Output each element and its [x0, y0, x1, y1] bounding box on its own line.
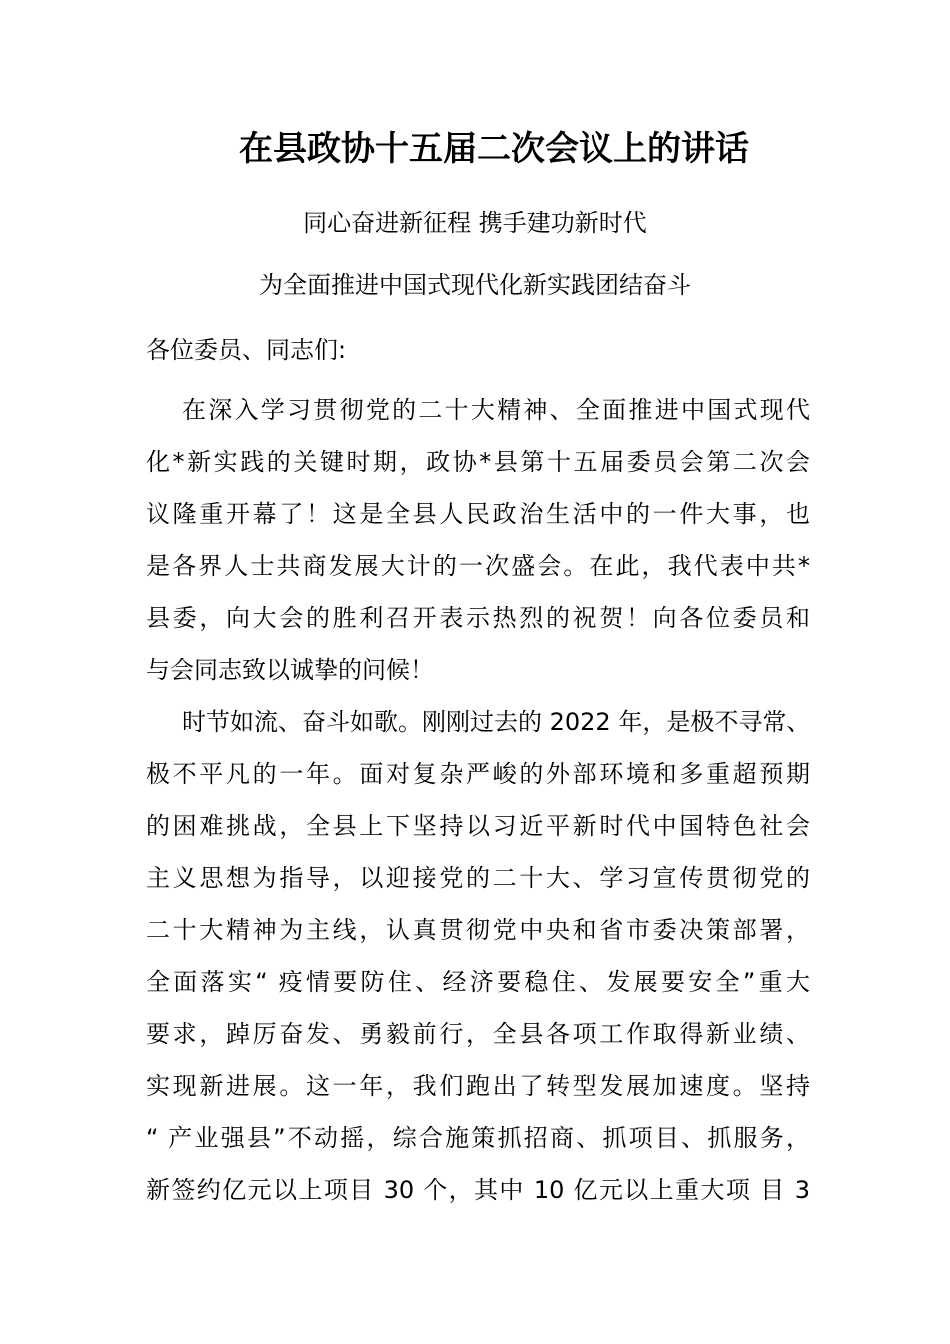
- paragraph-line: 极不平凡的一年。面对复杂严峻的外部环境和多重超预期: [146, 760, 810, 788]
- paragraph-line: 是各界人士共商发展大计的一次盛会。在此，我代表中共*: [146, 552, 810, 580]
- document-subtitle-1: 同心奋进新征程 携手建功新时代: [303, 209, 647, 237]
- paragraph-line: “ 产业强县”不动摇，综合施策抓招商、抓项目、抓服务，: [146, 1124, 810, 1152]
- paragraph-line: 议隆重开幕了！这是全县人民政治生活中的一件大事，也: [146, 500, 810, 528]
- paragraph-line: 时节如流、奋斗如歌。刚刚过去的 2022 年，是极不寻常、: [182, 708, 811, 736]
- paragraph-line: 主义思想为指导，以迎接党的二十大、学习宣传贯彻党的: [146, 864, 810, 892]
- paragraph-line: 实现新进展。这一年，我们跑出了转型发展加速度。坚持: [146, 1072, 810, 1100]
- document-subtitle-2: 为全面推进中国式现代化新实践团结奋斗: [259, 271, 691, 299]
- paragraph-line: 新签约亿元以上项目 30 个，其中 10 亿元以上重大项 目 3: [146, 1176, 810, 1204]
- paragraph-line: 的困难挑战，全县上下坚持以习近平新时代中国特色社会: [146, 812, 810, 840]
- paragraph-line: 在深入学习贯彻党的二十大精神、全面推进中国式现代: [182, 396, 810, 424]
- document-title: 在县政协十五届二次会议上的讲话: [239, 129, 749, 169]
- paragraph-line: 与会同志致以诚挚的问候！: [146, 656, 434, 684]
- paragraph-line: 县委，向大会的胜利召开表示热烈的祝贺！向各位委员和: [146, 604, 810, 632]
- paragraph-2: [146, 696, 810, 1216]
- salutation: 各位委员、同志们:: [146, 336, 347, 364]
- paragraph-line: 二十大精神为主线，认真贯彻党中央和省市委决策部署，: [146, 916, 810, 944]
- paragraph-line: 要求，踔厉奋发、勇毅前行，全县各项工作取得新业绩、: [146, 1020, 810, 1048]
- paragraph-1: [146, 384, 810, 696]
- paragraph-line: 化*新实践的关键时期，政协*县第十五届委员会第二次会: [146, 448, 810, 476]
- paragraph-line: 全面落实“ 疫情要防住、经济要稳住、发展要安全”重大: [146, 968, 810, 996]
